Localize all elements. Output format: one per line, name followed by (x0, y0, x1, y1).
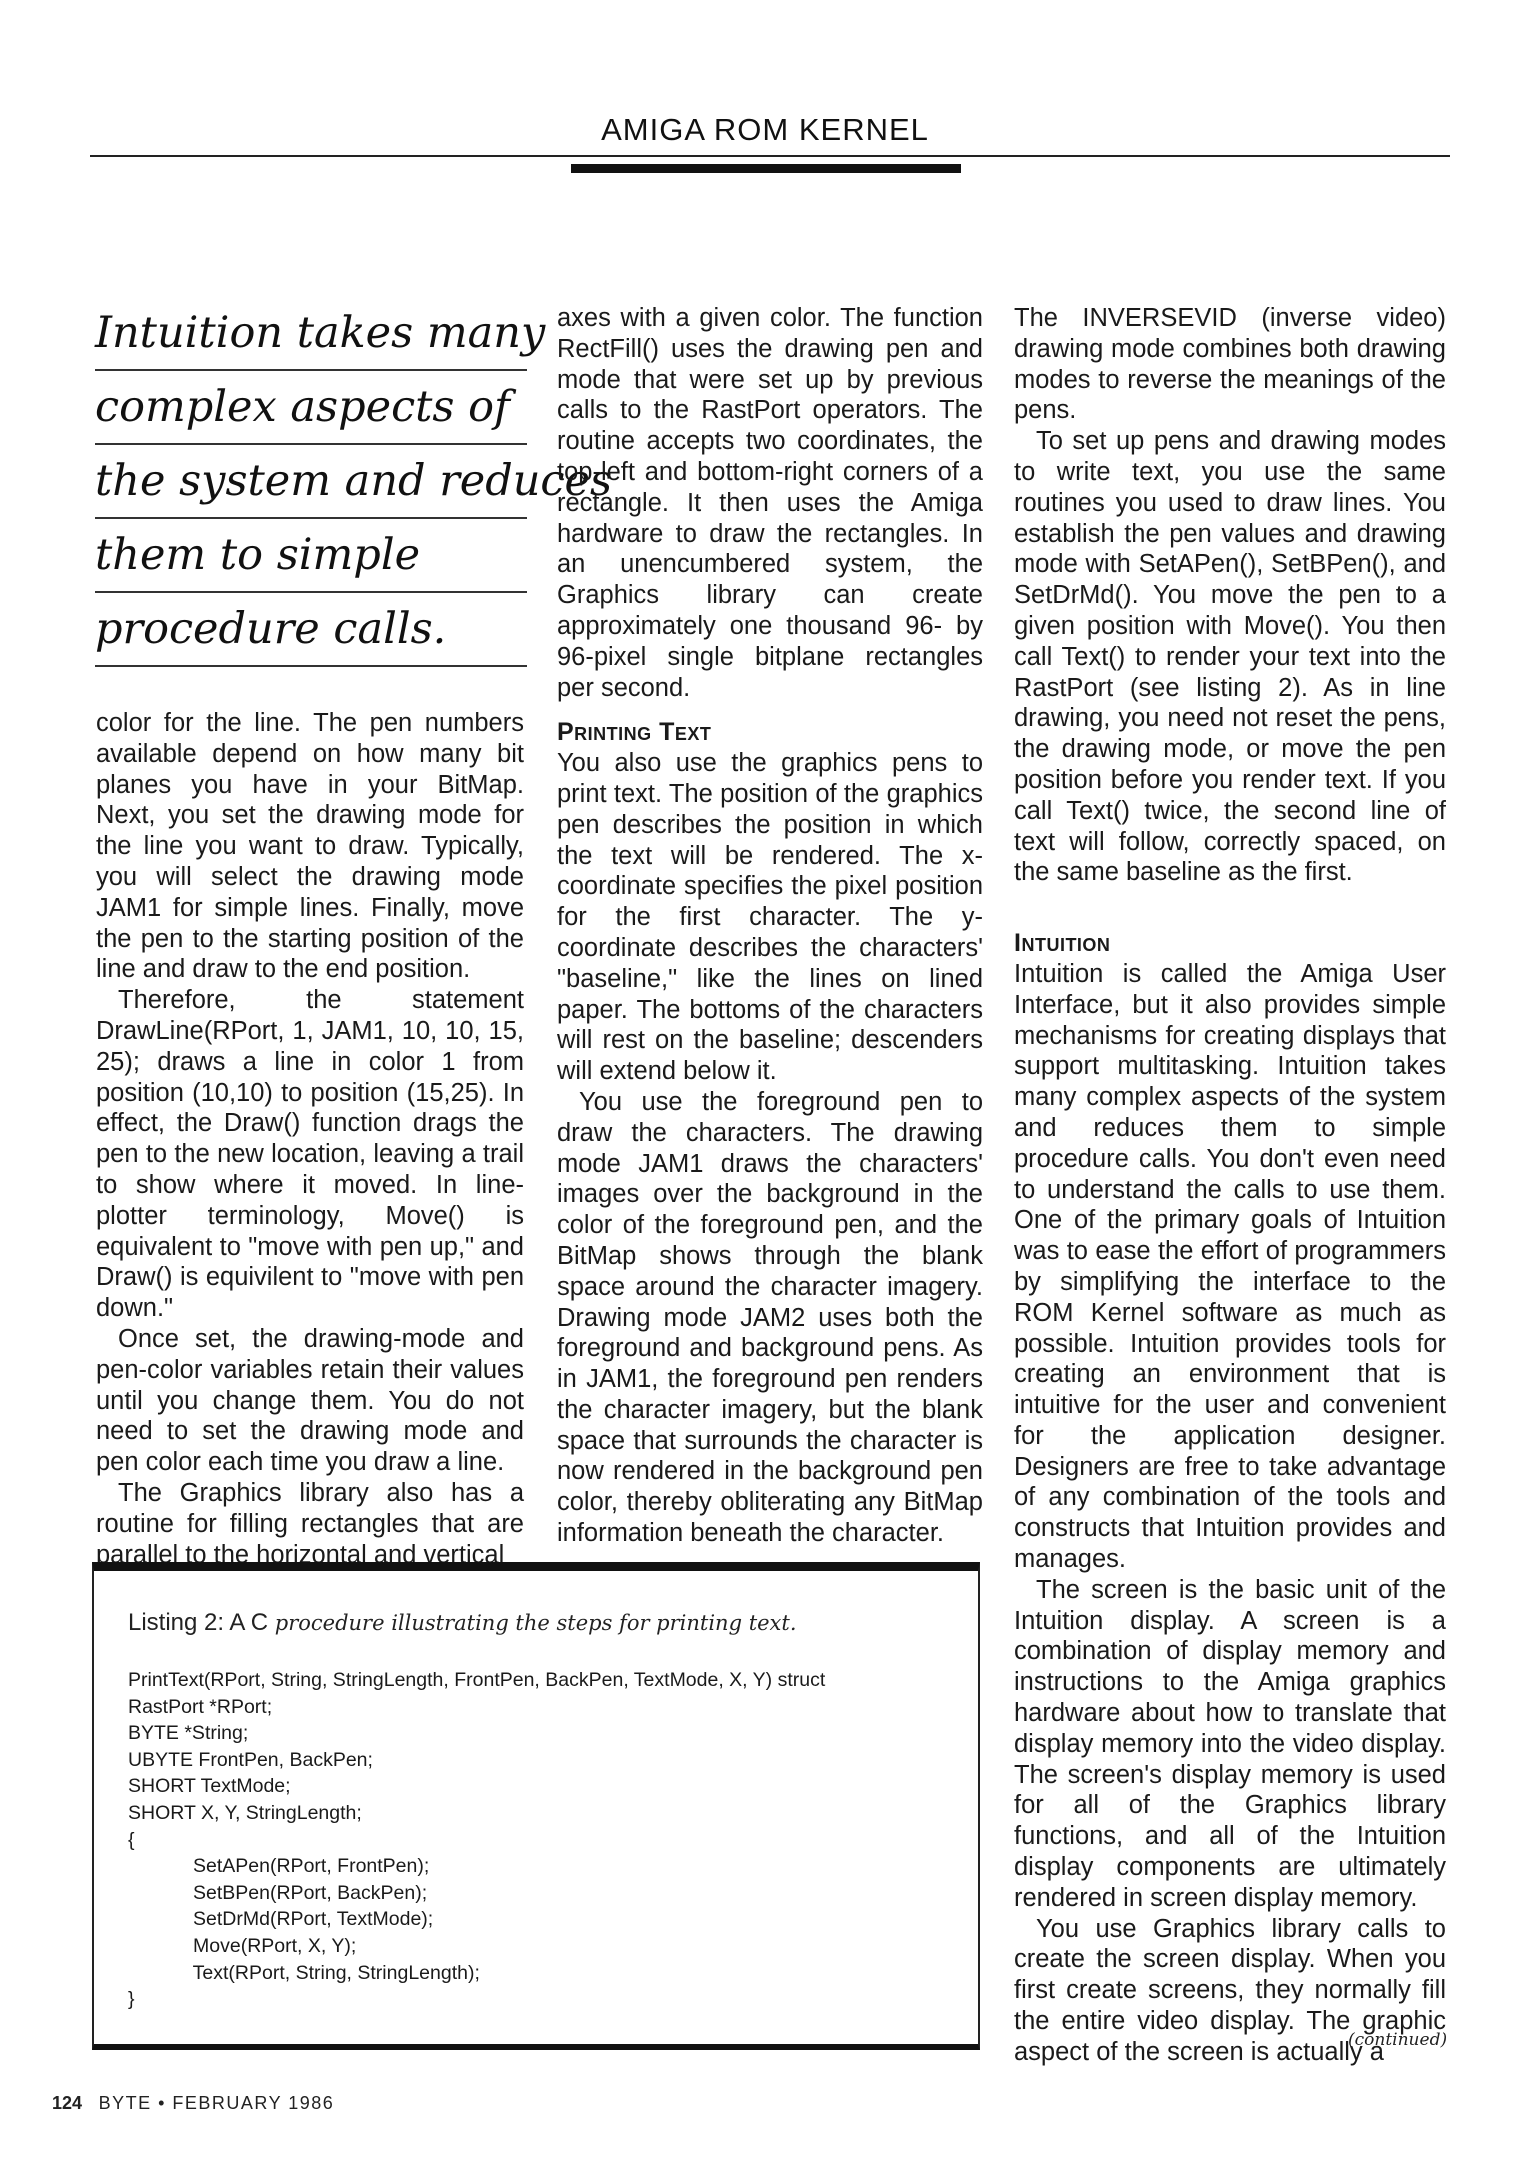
body-paragraph: color for the line. The pen numbers available depend on how many bit planes you have in your BitMap. Next, you set the drawing mode for the line you want to draw. Typically, you will select the drawing mode JAM1 for simple lines. Finally, move the pen to the starting position of the line and draw to the end position. (96, 709, 524, 984)
article-column-2 (557, 303, 983, 1549)
body-paragraph: axes with a given color. The function RectFill() uses the drawing pen and mode that were set up by previous calls to the RastPort operators. The routine accepts two coordinates, the top-left and bottom-right corners of a rectangle. It then uses the Amiga hardware to draw the rectangles. In an unencumbered system, the Graphics library can create approximately one thousand 96- by 96-pixel single bitplane rectangles per second. (557, 304, 983, 702)
publication-line: BYTE • FEBRUARY 1986 (98, 2093, 335, 2113)
section-heading-intuition: Intuition (1014, 929, 1111, 958)
body-paragraph: Intuition is called the Amiga User Interface, but it also provides simple mechanisms for creating displays that support multitasking. Intuition takes many complex aspects of the system and reduces them to simple procedure calls. You don't even need to understand the calls to use them. One of the primary goals of Intuition was to ease the effort of programmers by simplifying the interface to the ROM Kernel software as much as possible. Intuition provides tools for creating an environment that is intuitive for the user and convenient for the application designer. Designers are free to take advantage of any combination of the tools and constructs that Intuition provides and manages. (1014, 959, 1446, 1574)
section-heading-printing-text: Printing Text (557, 718, 712, 747)
listing-code: PrintText(RPort, String, StringLength, FrontPen, BackPen, TextMode, X, Y) struct RastPort *RPort; BYTE *String; UBYTE FrontPen, BackPen; SHORT TextMode; SHORT X, Y, StringLength; { SetAPen(RPort, FrontPen); SetBPen(RPort, BackPen); SetDrMd(RPort, TextMode); Move(RPort, X, Y); Text(RPort, String, StringLength); } (128, 1669, 826, 2011)
running-header: AMIGA ROM KERNEL (601, 112, 929, 147)
body-paragraph: The INVERSEVID (inverse video) drawing mode combines both drawing modes to reverse the meanings of the pens. (1014, 304, 1446, 425)
body-paragraph: Therefore, the statement DrawLine(RPort, 1, JAM1, 10, 10, 15, 25); draws a line in color 1 from position (10,10) to position (15,25). In effect, the Draw() function drags the pen to the new location, leaving a trail to show where it moved. In line-plotter terminology, Move() is equivalent to "move with pen up," and Draw() is equivilent to "move with pen down." (96, 986, 524, 1323)
body-paragraph: The screen is the basic unit of the Intuition display. A screen is a combination of display memory and instructions to the Amiga graphics hardware about how to translate that display memory into the video display. The screen's display memory is used for all of the Graphics library functions, and all of the Intuition display components are ultimately rendered in screen display memory. (1014, 1575, 1446, 1912)
pull-quote-line: them to simple (95, 519, 527, 593)
body-paragraph: To set up pens and drawing modes to write text, you use the same routines you used to draw lines. You establish the pen values and drawing mode with SetAPen(), SetBPen(), and SetDrMd(). You move the pen to a given position with Move(). You then call Text() to render your text into the RastPort (see listing 2). As in line drawing, you need not reset the pens, the drawing mode, or move the pen position before you render text. If you call Text() twice, the second line of text will follow, correctly spaced, on the same baseline as the first. (1014, 427, 1446, 887)
page-number: 124 (52, 2093, 83, 2113)
code-listing-box (92, 1562, 980, 2050)
pull-quote-line: complex aspects of (95, 371, 527, 445)
body-paragraph: You also use the graphics pens to print text. The position of the graphics pen describes the position in which the text will be rendered. The x-coordinate specifies the pixel position for the first character. The y-coordinate describes the characters' "baseline," like the lines on lined paper. The bottoms of the characters will rest on the baseline; descenders will extend below it. (557, 749, 983, 1086)
continued-note: (continued) (1348, 2030, 1448, 2050)
page-footer (52, 2093, 334, 2114)
listing-caption (128, 1609, 797, 1637)
article-column-1 (96, 708, 524, 1570)
body-paragraph: Once set, the drawing-mode and pen-color variables retain their values until you change them. You do not need to set the drawing mode and pen color each time you draw a line. (96, 1324, 524, 1477)
body-paragraph: You use the foreground pen to draw the characters. The drawing mode JAM1 draws the characters' images over the background in the color of the foreground pen, and the BitMap shows through the blank space around the character imagery. Drawing mode JAM2 uses both the foreground and background pens. As in JAM1, the foreground pen renders the character imagery, but the blank space that surrounds the character is now rendered in the background pen color, thereby obliterating any BitMap information beneath the character. (557, 1087, 983, 1548)
pull-quote-line: Intuition takes many (95, 297, 527, 371)
pull-quote-line: procedure calls. (95, 593, 527, 667)
pull-quote-line: the system and reduces (95, 445, 527, 519)
article-column-3 (1014, 303, 1446, 2068)
body-paragraph: The Graphics library also has a routine for filling rectangles that are parallel to the horizontal and vertical (96, 1478, 524, 1569)
pull-quote (95, 297, 613, 667)
listing-label: Listing 2: A C (128, 1609, 269, 1636)
header-bar (571, 164, 961, 173)
header-rule (90, 155, 1450, 157)
listing-description: procedure illustrating the steps for printing text. (274, 1611, 797, 1635)
body-paragraph: You use Graphics library calls to create the screen display. When you first create screens, they normally fill the entire video display. The graphic aspect of the screen is actually a (1014, 1914, 1446, 2066)
